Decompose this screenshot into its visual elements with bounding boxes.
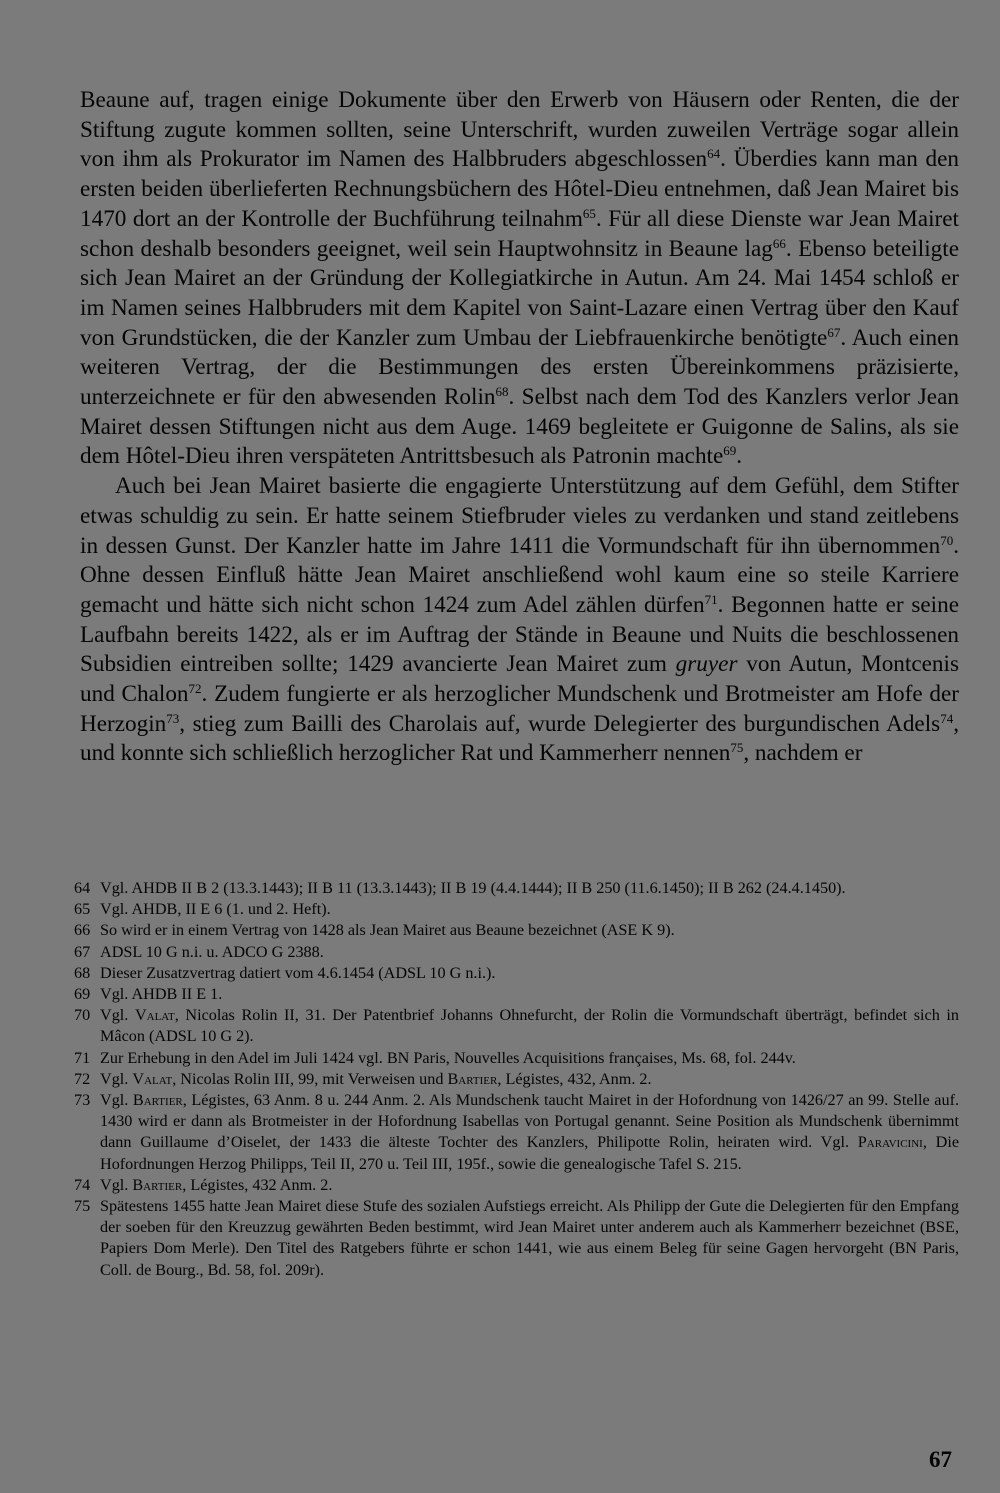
footnote-text <box>100 1048 959 1069</box>
footnote-number: 72 <box>74 1069 91 1088</box>
text-run: Zur Erhebung in den Adel im Juli 1424 vgl. BN Paris, Nouvelles Acquisitions françaises, Ms. 68, fol. 244v. <box>100 1048 796 1067</box>
text-run: , Légistes, 432, Anm. 2. <box>497 1069 652 1088</box>
footnote <box>74 942 959 963</box>
author-name: Valat <box>132 1069 173 1088</box>
footnote-reference: 68 <box>495 384 509 400</box>
footnote-reference: 65 <box>582 205 596 221</box>
text-run: Vgl. AHDB II E 1. <box>100 985 223 1004</box>
footnote-number: 66 <box>74 921 91 940</box>
footnote-text <box>100 1196 959 1281</box>
footnote-number: 74 <box>74 1175 91 1194</box>
footnote <box>74 878 959 899</box>
text-run: Vgl. AHDB II B 2 (13.3.1443); II B 11 (13.3.1443); II B 19 (4.4.1444); II B 250 (11.6.1450); II B 262 (24.4.1450). <box>100 879 846 897</box>
footnote-number: 67 <box>74 942 91 961</box>
footnote-reference: 64 <box>707 146 721 162</box>
page-number: 67 <box>929 1447 952 1472</box>
text-run: von Autun, Montcenis und Chalon <box>80 651 959 708</box>
text-run: . Für all diese Dienste war Jean Mairet schon deshalb besonders geeignet, weil sein Hauptwohnsitz in Beaune lag <box>80 205 959 262</box>
footnote-text <box>100 1090 959 1175</box>
footnote-reference: 74 <box>940 710 954 726</box>
author-name: Bartier <box>132 1091 183 1110</box>
text-run: . <box>736 443 743 470</box>
footnote <box>74 1048 959 1069</box>
footnote-number: 68 <box>74 963 91 982</box>
author-name: Bartier <box>447 1069 498 1088</box>
footnote-text <box>100 899 959 920</box>
main-text <box>80 86 959 769</box>
footnote-number: 64 <box>74 879 91 897</box>
text-run: Dieser Zusatzvertrag datiert vom 4.6.1454 (ADSL 10 G n.i.). <box>100 963 496 982</box>
footnote-reference: 72 <box>188 681 202 697</box>
text-run: ADSL 10 G n.i. u. ADCO G 2388. <box>100 942 324 961</box>
footnote-reference: 66 <box>772 235 786 251</box>
footnote-text <box>100 920 959 941</box>
paragraph <box>80 86 959 472</box>
text-run: Vgl. <box>100 1175 133 1194</box>
footnote-number: 73 <box>74 1091 91 1110</box>
text-run: . Zudem fungierte er als herzoglicher Mundschenk und Brotmeister am Hofe der Herzogin <box>80 681 960 737</box>
footnote-text <box>100 878 959 899</box>
footnote-number: 71 <box>74 1048 91 1067</box>
footnote-reference: 73 <box>166 710 180 726</box>
text-run: Beaune auf, tragen einige Dokumente über den Erwerb von Häusern oder Renten, die der Stiftung zugute kommen sollten, seine Unterschrift, wurden zuweilen Verträge sogar allein von ihm als Prokurator im Namen des Halbbruders abgeschlossen <box>80 87 959 173</box>
text-run: . Ohne dessen Einfluß hätte Jean Mairet anschließend wohl kaum eine so steile Karriere gemacht und hätte sich nicht schon 1424 zum Adel zählen dürfen <box>80 532 959 618</box>
footnote-number: 70 <box>74 1006 91 1025</box>
text-run: . Selbst nach dem Tod des Kanzlers verlor Jean Mairet dessen Stiftungen nicht aus dem Auge. 1469 begleitete er Guigonne de Salins, als sie dem Hôtel-Dieu ihren verspäteten Antrittsbesuch als Patronin machte <box>80 384 959 470</box>
text-run: , Nicolas Rolin II, 31. Der Patentbrief Johanns Ohnefurcht, der Rolin die Vormundschaft überträgt, befindet sich in Mâcon (ADSL 10 G 2). <box>100 1006 960 1046</box>
footnote-reference: 70 <box>940 532 954 548</box>
footnote-reference: 75 <box>730 740 744 756</box>
footnote-text <box>100 984 959 1005</box>
text-run: Vgl. <box>100 1069 133 1088</box>
text-run: , Légistes, 432 Anm. 2. <box>182 1175 333 1194</box>
footnote-number: 69 <box>74 985 91 1004</box>
text-run: . Ebenso beteiligte sich Jean Mairet an der Gründung der Kollegiatkirche in Autun. Am 24. Mai 1454 schloß er im Namen seines Halbbruders mit dem Kapitel von Saint-Lazare einen Vertrag über den Kauf von Grundstücken, die der Kanzler zum Umbau der Liebfrauenkirche benötigte <box>80 235 959 351</box>
footnote-number: 65 <box>74 900 91 919</box>
text-run: , Légistes, 63 Anm. 8 u. 244 Anm. 2. Als Mundschenk taucht Mairet in der Hofordnung von 1426/27 an 99. Stelle auf. 1430 wird er dann als Brotmeister in der Hofordnung Isabellas von Portugal genannt. Seine Position als Mundschenk übernimmt dann Guillaume d’Oiselet, der 1433 die älteste Tochter des Kanzlers, Philipotte Rolin, heiraten wird. Vgl. <box>100 1091 960 1152</box>
footnotes <box>74 878 959 1281</box>
text-run: . Begonnen hatte er seine Laufbahn bereits 1422, als er im Auftrag der Stände in Beaune und Nuits die beschlossenen Subsidien eintreiben sollte; 1429 avancierte Jean Mairet zum <box>80 591 959 678</box>
footnote-reference: 69 <box>723 443 737 459</box>
text-run: Vgl. AHDB, II E 6 (1. und 2. Heft). <box>100 900 331 919</box>
author-name: Paravicini <box>857 1133 923 1152</box>
footnote <box>74 1069 959 1090</box>
text-run: . Auch einen weiteren Vertrag, der die Bestimmungen des ersten Übereinkommens präzisierte, unterzeichnete er für den abwesenden Rolin <box>80 324 959 411</box>
footnote-text <box>100 942 959 963</box>
footnote <box>74 1090 959 1175</box>
text-run: So wird er in einem Vertrag von 1428 als Jean Mairet aus Beaune bezeichnet (ASE K 9). <box>100 921 675 940</box>
text-run: . Überdies kann man den ersten beiden überlieferten Rechnungsbüchern des Hôtel-Dieu entnehmen, daß Jean Mairet bis 1470 dort an der Kontrolle der Buchführung teilnahm <box>80 146 959 232</box>
author-name: Bartier <box>132 1175 183 1194</box>
paragraph <box>80 472 959 769</box>
text-run: , und konnte sich schließlich herzoglicher Rat und Kammerherr nennen <box>80 710 959 767</box>
text-run: Auch bei Jean Mairet basierte die engagierte Unterstützung auf dem Gefühl, dem Stifter etwas schuldig zu sein. Er hatte seinem Stiefbruder vieles zu verdanken und stand zeitlebens in dessen Gunst. Der Kanzler hatte im Jahre 1411 die Vormundschaft für ihn übernommen <box>80 473 959 559</box>
footnote <box>74 1175 959 1196</box>
footnote-text <box>100 1175 959 1196</box>
footnote-text <box>100 1005 959 1047</box>
footnote-number: 75 <box>74 1197 91 1216</box>
author-name: Valat <box>134 1006 175 1025</box>
footnote-text <box>100 1069 959 1090</box>
text-run: Vgl. <box>100 1006 135 1025</box>
text-run: Spätestens 1455 hatte Jean Mairet diese Stufe des sozialen Aufstiegs erreicht. Als Philipp der Gute die Delegierten für den Empfang der soeben für den Kreuzzug gewährten Beden bestimmt, wird Jean Mairet unter anderem auch als Kammerherr bezeichnet (BSE, Papiers Dom Merle). Den Titel des Ratgebers führte er schon 1441, wie aus einem Beleg für seine Gagen hervorgeht (BN Paris, Coll. de Bourg., Bd. 58, fol. 209r). <box>100 1197 959 1279</box>
footnote <box>74 920 959 941</box>
text-run: Vgl. <box>100 1091 133 1110</box>
footnote-text <box>100 963 959 984</box>
footnote-reference: 67 <box>827 324 841 340</box>
text-run: , Die Hofordnungen Herzog Philipps, Teil II, 270 u. Teil III, 195f., sowie die genealogische Tafel S. 215. <box>100 1133 959 1173</box>
footnote <box>74 963 959 984</box>
footnote <box>74 984 959 1005</box>
italic-term: gruyer <box>675 651 738 678</box>
footnote <box>74 1005 959 1047</box>
text-run: , Nicolas Rolin III, 99, mit Verweisen und <box>172 1069 448 1088</box>
footnote <box>74 1196 959 1281</box>
footnote-reference: 71 <box>704 591 718 607</box>
footnote <box>74 899 959 920</box>
text-run: , stieg zum Bailli des Charolais auf, wurde Delegierter des burgundischen Adels <box>179 710 941 737</box>
text-run: , nachdem er <box>743 740 863 767</box>
